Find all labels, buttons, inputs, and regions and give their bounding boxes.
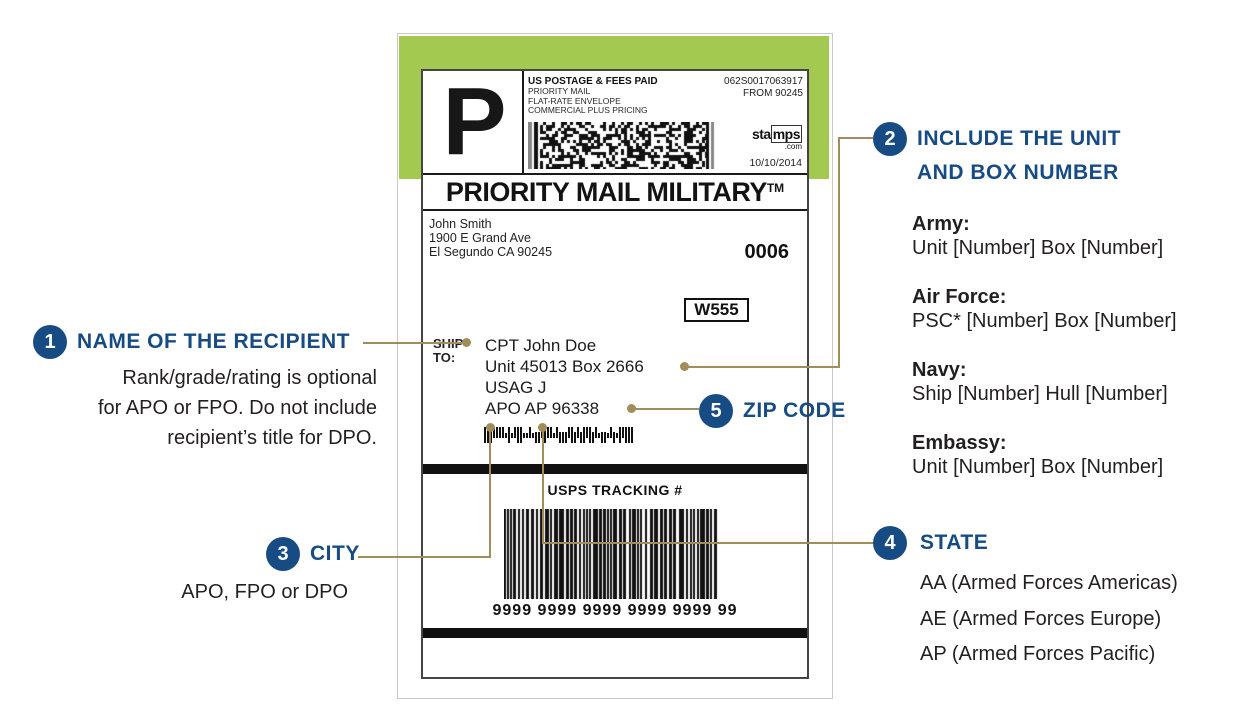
postage-2d-barcode <box>528 122 720 169</box>
postage-line: PRIORITY MAIL <box>528 86 591 96</box>
annotation-city <box>266 537 360 571</box>
form-number: 0006 <box>744 241 789 263</box>
connector-line-4a <box>542 428 544 544</box>
sender-line: El Segundo CA 90245 <box>429 245 553 259</box>
connector-line-2c <box>838 137 873 139</box>
annotation-title: STATE <box>920 531 989 554</box>
tracking-number: 9999 9999 9999 9999 9999 99 <box>492 602 738 619</box>
branch-item <box>912 431 1177 479</box>
stamps-com-logo <box>752 128 802 153</box>
branch-name: Embassy: <box>912 432 1007 454</box>
divider-bar <box>423 464 807 474</box>
tracking-header: USPS TRACKING # <box>547 482 683 498</box>
step-3-badge: 3 <box>266 537 300 571</box>
step-4-badge: 4 <box>873 526 907 560</box>
recipient-line: APO AP 96338 <box>485 399 600 418</box>
recipient-line: Unit 45013 Box 2666 <box>485 357 644 376</box>
annotation-title: ZIP CODE <box>743 399 846 422</box>
state-code-line: AA (Armed Forces Americas) <box>920 572 1178 594</box>
step-5-badge: 5 <box>699 394 733 428</box>
postage-date: 10/10/2014 <box>749 157 802 169</box>
branch-item <box>912 285 1177 333</box>
logo-text-boxed: mps <box>772 126 800 142</box>
connector-line-3a <box>358 556 491 558</box>
state-code-list <box>920 566 1178 673</box>
intelligent-mail-barcode <box>484 427 636 443</box>
branch-format-list <box>912 212 1177 504</box>
annotation-unit-box <box>873 122 1121 190</box>
label-body <box>423 211 807 679</box>
routing-code-box: W555 <box>684 298 749 322</box>
ship-to-line <box>433 337 463 351</box>
connector-dot-2 <box>680 362 689 371</box>
branch-item <box>912 358 1177 406</box>
annotation-title: INCLUDE THE UNIT <box>917 127 1121 150</box>
branch-format: Unit [Number] Box [Number] <box>912 237 1164 259</box>
connector-dot-5 <box>627 404 636 413</box>
sender-address <box>429 217 552 259</box>
trademark-symbol: TM <box>766 181 785 195</box>
step-1-badge: 1 <box>33 325 67 359</box>
annotation-title: CITY <box>310 542 360 565</box>
body-line: recipient’s title for DPO. <box>167 427 377 449</box>
annotation-state <box>873 526 988 560</box>
state-code-line: AE (Armed Forces Europe) <box>920 607 1162 630</box>
connector-line-2a <box>684 366 840 368</box>
connector-line-3b <box>489 428 491 558</box>
step-2-badge: 2 <box>873 122 907 156</box>
connector-dot-4 <box>538 423 547 432</box>
branch-name: Army: <box>912 213 970 235</box>
branch-format: Ship [Number] Hull [Number] <box>912 383 1168 405</box>
tracking-barcode <box>504 509 718 599</box>
postage-line: FLAT-RATE ENVELOPE <box>528 95 621 106</box>
sender-line: 1900 E Grand Ave <box>429 231 531 245</box>
recipient-line: USAG J <box>485 378 547 397</box>
label-header <box>423 68 807 175</box>
connector-line-5 <box>634 408 699 410</box>
branch-format: Unit [Number] Box [Number] <box>912 456 1164 478</box>
connector-line-1 <box>363 342 466 344</box>
logo-suffix: .com <box>784 142 802 151</box>
connector-line-4b <box>542 542 873 544</box>
postage-info <box>528 76 658 116</box>
annotation-title: NAME OF THE RECIPIENT <box>77 330 351 353</box>
branch-item <box>912 212 1177 260</box>
sender-line: John Smith <box>429 217 492 231</box>
priority-p-box <box>423 68 524 175</box>
branch-format: PSC* [Number] Box [Number] <box>912 310 1177 332</box>
divider-bar <box>423 628 807 638</box>
shipping-label <box>421 69 809 679</box>
service-title-text: PRIORITY MAIL MILITARY <box>445 177 767 207</box>
meter-number: 062S0017063917 <box>724 76 803 87</box>
postage-line: US POSTAGE & FEES PAID <box>528 76 658 87</box>
annotation-recipient-name-body <box>17 363 377 453</box>
service-title <box>423 175 807 211</box>
branch-name: Air Force: <box>912 286 1007 308</box>
annotation-zip-code <box>699 394 846 428</box>
connector-line-2b <box>838 137 840 368</box>
branch-name: Navy: <box>912 359 967 381</box>
meter-info <box>724 76 803 100</box>
recipient-line: CPT John Doe <box>485 336 597 355</box>
postage-line: COMMERCIAL PLUS PRICING <box>528 105 648 115</box>
body-line: for APO or FPO. Do not include <box>97 397 377 419</box>
annotation-recipient-name <box>33 325 350 359</box>
connector-dot-1 <box>462 338 471 347</box>
annotation-city-body: APO, FPO or DPO <box>181 581 348 603</box>
recipient-address <box>485 335 644 419</box>
logo-text: sta <box>751 126 771 142</box>
state-code-line: AP (Armed Forces Pacific) <box>920 643 1156 665</box>
body-line: Rank/grade/rating is optional <box>122 367 377 389</box>
ship-to-line: TO: <box>433 350 456 365</box>
origin-zip: FROM 90245 <box>742 88 803 99</box>
annotation-title: AND BOX NUMBER <box>917 161 1119 184</box>
priority-p-letter: P <box>442 68 503 175</box>
connector-dot-3 <box>486 423 495 432</box>
